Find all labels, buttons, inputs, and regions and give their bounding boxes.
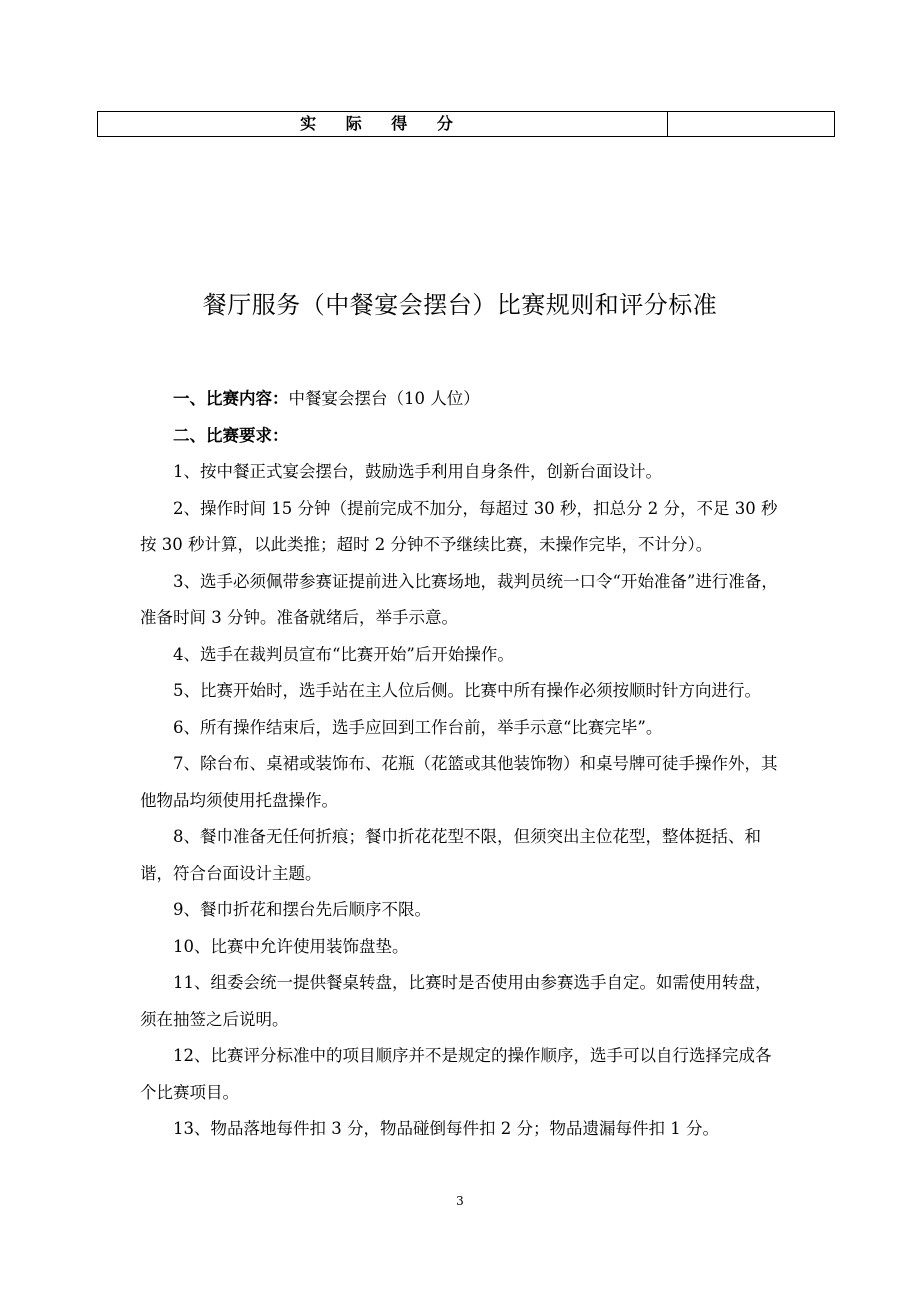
- score-label: 实 际 得 分: [98, 112, 668, 136]
- rule-item: 9、餐巾折花和摆台先后顺序不限。: [173, 900, 431, 919]
- rule-item: 8、餐巾准备无任何折痕；餐巾折花花型不限，但须突出主位花型，整体挺括、和谐，符合台面设计主题。: [140, 827, 761, 883]
- rule-item: 2、操作时间 15 分钟（提前完成不加分，每超过 30 秒，扣总分 2 分，不足 30 秒按 30 秒计算，以此类推；超时 2 分钟不予继续比赛，未操作完毕，不计分）。: [140, 498, 778, 554]
- rule-item: 1、按中餐正式宴会摆台，鼓励选手利用自身条件，创新台面设计。: [173, 462, 662, 481]
- rule-item: 6、所有操作结束后，选手应回到工作台前，举手示意“比赛完毕”。: [173, 717, 663, 737]
- rule-item: 10、比赛中允许使用装饰盘垫。: [173, 936, 409, 956]
- section-label: 一、比赛内容：: [173, 389, 289, 408]
- rule-item: 3、选手必须佩带参赛证提前进入比赛场地，裁判员统一口令“开始准备”进行准备，准备时间 3 分钟。准备就绪后，举手示意。: [140, 571, 778, 627]
- document-body: [140, 381, 786, 1148]
- score-table: [97, 111, 835, 137]
- section-competition-content: [140, 381, 786, 418]
- page-number: 3: [456, 1194, 464, 1208]
- section-text: 中餐宴会摆台（10 人位）: [288, 389, 480, 408]
- rule-item: 5、比赛开始时，选手站在主人位后侧。比赛中所有操作必须按顺时针方向进行。: [173, 681, 761, 700]
- rule-item: 11、组委会统一提供餐桌转盘，比赛时是否使用由参赛选手自定。如需使用转盘，须在抽签之后说明。: [140, 973, 772, 1029]
- score-value: [668, 112, 834, 136]
- rule-item: 12、比赛评分标准中的项目顺序并不是规定的操作顺序，选手可以自行选择完成各个比赛项目。: [140, 1046, 772, 1102]
- rule-item: 4、选手在裁判员宣布“比赛开始”后开始操作。: [173, 644, 514, 664]
- rule-item: 7、除台布、桌裙或装饰布、花瓶（花篮或其他装饰物）和桌号牌可徒手操作外，其他物品均须使用托盘操作。: [140, 754, 778, 810]
- section-label: 二、比赛要求：: [173, 425, 289, 445]
- document-title: 餐厅服务（中餐宴会摆台）比赛规则和评分标准: [202, 291, 718, 319]
- section-competition-requirements: [140, 418, 786, 455]
- rule-item: 13、物品落地每件扣 3 分，物品碰倒每件扣 2 分；物品遗漏每件扣 1 分。: [173, 1119, 719, 1138]
